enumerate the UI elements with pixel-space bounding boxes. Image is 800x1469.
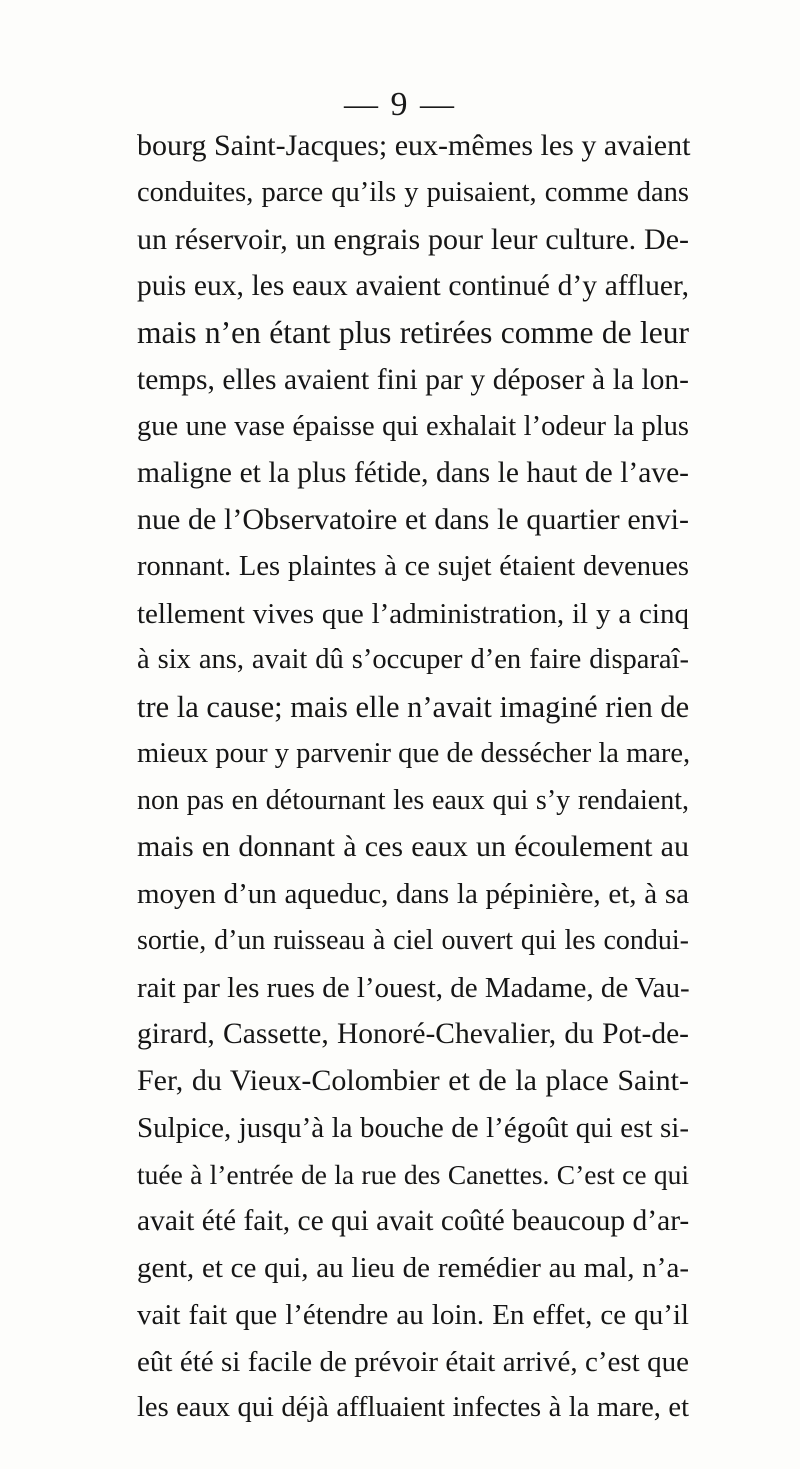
text-line: maligne et la plus fétide, dans le haut de l’ave- [137, 457, 689, 490]
text-line: un réservoir, un engrais pour leur culture. De- [137, 222, 689, 256]
text-line: tellement vives que l’administration, il y a cinq [137, 597, 689, 630]
text-line: mieux pour y parvenir que de dessécher la mare, [137, 737, 691, 769]
text-line: puis eux, les eaux avaient continué d’y affluer, [137, 270, 689, 303]
text-line: Fer, du Vieux-Colombier et de la place Saint- [137, 1064, 689, 1097]
text-line: les eaux qui déjà affluaient infectes à la mare, et [137, 1392, 689, 1424]
text-line: à six ans, avait dû s’occuper d’en faire disparaî- [137, 644, 689, 676]
text-line: gent, et ce qui, au lieu de remédier au mal, n’a- [137, 1252, 689, 1284]
text-line: moyen d’un aqueduc, dans la pépinière, et, à sa [137, 878, 689, 910]
text-line: sortie, d’un ruisseau à ciel ouvert qui les condui- [137, 924, 689, 956]
text-line: girard, Cassette, Honoré-Chevalier, du Pot-de- [137, 1018, 689, 1051]
text-line: non pas en détournant les eaux qui s’y rendaient, [137, 784, 689, 816]
text-line: temps, elles avaient fini par y déposer à la lon- [137, 363, 689, 396]
text-line: mais n’en étant plus retirées comme de leur [137, 315, 689, 350]
body-text [137, 123, 689, 1432]
text-line: eût été si facile de prévoir était arrivé, c’est que [137, 1345, 689, 1378]
text-line: nue de l’Observatoire et dans le quartier envi- [137, 503, 689, 536]
text-line: tre la cause; mais elle n’avait imaginé rien de [137, 690, 690, 724]
text-line: vait fait que l’étendre au loin. En effet, ce qu’il [137, 1298, 689, 1331]
text-line: conduites, parce qu’ils y puisaient, comme dans [137, 176, 689, 208]
text-line: tuée à l’entrée de la rue des Canettes. C’est ce qui [137, 1158, 689, 1190]
page-number: — 9 — [344, 86, 456, 123]
text-line: mais en donnant à ces eaux un écoulement au [137, 830, 689, 864]
text-line: rait par les rues de l’ouest, de Madame, de Vau- [137, 971, 690, 1004]
text-line: avait été fait, ce qui avait coûté beaucoup d’ar- [137, 1205, 690, 1238]
text-line: gue une vase épaisse qui exhalait l’odeur la plus [137, 410, 689, 442]
text-line: Sulpice, jusqu’à la bouche de l’égoût qui est si- [137, 1111, 689, 1144]
text-line: ronnant. Les plaintes à ce sujet étaient devenues [137, 550, 689, 582]
text-line: bourg Saint-Jacques; eux-mêmes les y avaient [137, 129, 691, 162]
